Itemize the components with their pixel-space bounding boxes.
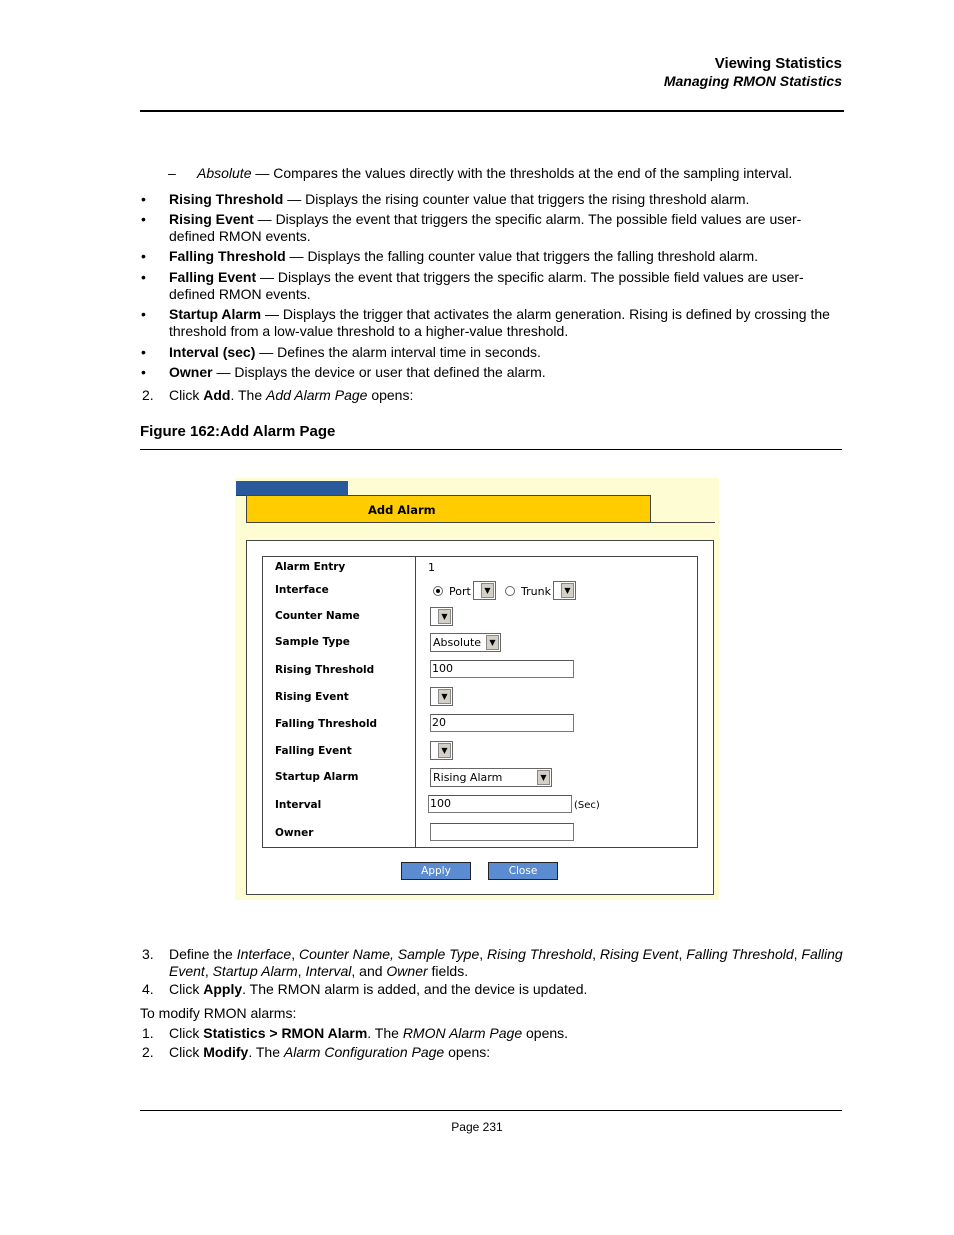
header-title: Viewing Statistics: [714, 55, 842, 72]
step-3-line-1: Define the Interface, Counter Name, Sample Type, Rising Threshold, Rising Event, Falling Threshold, Falling: [169, 946, 843, 962]
chevron-down-icon: ▼: [481, 583, 494, 598]
trunk-radio[interactable]: [505, 586, 515, 596]
label-falling-threshold: Falling Threshold: [275, 718, 378, 730]
bullet-dot: •: [141, 269, 146, 285]
close-button[interactable]: Close: [488, 862, 558, 880]
port-radio-label: Port: [449, 585, 471, 598]
trunk-radio-label: Trunk: [521, 585, 551, 598]
bullet-interval: Interval (sec) — Defines the alarm interval time in seconds.: [169, 344, 541, 360]
alarm-entry-value: 1: [428, 561, 435, 574]
chevron-down-icon: ▼: [438, 743, 451, 758]
form-column-divider: [415, 557, 416, 847]
dash-item: [197, 165, 792, 182]
chevron-down-icon: ▼: [537, 770, 550, 785]
chevron-down-icon: ▼: [438, 609, 451, 624]
header-rule: [140, 110, 844, 112]
bullet-dot: •: [141, 344, 146, 360]
label-rising-threshold: Rising Threshold: [275, 664, 375, 676]
bullet-falling-threshold: Falling Threshold — Displays the falling counter value that triggers the falling threshold alarm.: [169, 248, 759, 264]
label-rising-event: Rising Event: [275, 691, 349, 703]
step-4-text: Click Apply. The RMON alarm is added, and the device is updated.: [169, 981, 588, 997]
chevron-down-icon: ▼: [561, 583, 574, 598]
interval-unit: (Sec): [574, 800, 600, 811]
label-falling-event: Falling Event: [275, 745, 352, 757]
bullet-dot: •: [141, 306, 146, 322]
dash-marker: –: [168, 165, 176, 181]
interval-input[interactable]: 100: [428, 795, 572, 813]
bullet-falling-event: Falling Event — Displays the event that triggers the specific alarm. The possible field values are user-: [169, 269, 804, 285]
title-underline: [651, 522, 715, 523]
sample-type-select[interactable]: [430, 633, 501, 652]
label-interval: Interval: [275, 799, 322, 811]
label-sample-type: Sample Type: [275, 636, 350, 648]
rising-event-select[interactable]: [430, 687, 453, 706]
falling-threshold-input[interactable]: 20: [430, 714, 574, 732]
apply-button[interactable]: Apply: [401, 862, 471, 880]
bullet-rising-threshold: Rising Threshold — Displays the rising counter value that triggers the rising threshold alarm.: [169, 191, 750, 207]
step-number: 2.: [142, 387, 154, 403]
bullet-startup-alarm: Startup Alarm — Displays the trigger that activates the alarm generation. Rising is defined by crossing the: [169, 306, 830, 322]
step-2-text: Click Add. The Add Alarm Page opens:: [169, 387, 414, 403]
page-tab: [236, 481, 348, 496]
figure-rule: [140, 449, 842, 450]
sample-type-value: Absolute: [433, 636, 482, 649]
chevron-down-icon: ▼: [486, 635, 499, 650]
form-title-bar: [246, 495, 651, 523]
form-title: Add Alarm: [368, 503, 436, 517]
page-number: Page 231: [451, 1120, 503, 1134]
step-number: 3.: [142, 946, 154, 962]
dash-term: Absolute: [197, 165, 252, 181]
port-select[interactable]: [473, 581, 496, 600]
bullet-falling-event-cont: defined RMON events.: [169, 286, 311, 302]
label-alarm-entry: Alarm Entry: [275, 561, 346, 573]
trunk-select[interactable]: [553, 581, 576, 600]
step-number: 2.: [142, 1044, 154, 1060]
modify-step-2: Click Modify. The Alarm Configuration Page opens:: [169, 1044, 491, 1060]
header-subtitle: Managing RMON Statistics: [663, 73, 842, 89]
bullet-dot: •: [141, 248, 146, 264]
dash-text: — Compares the values directly with the thresholds at the end of the sampling interval.: [251, 165, 793, 181]
startup-alarm-value: Rising Alarm: [433, 771, 503, 784]
owner-input[interactable]: [430, 823, 574, 841]
bullet-dot: •: [141, 364, 146, 380]
modify-step-1: Click Statistics > RMON Alarm. The RMON Alarm Page opens.: [169, 1025, 569, 1041]
label-owner: Owner: [275, 827, 314, 839]
startup-alarm-select[interactable]: [430, 768, 552, 787]
bullet-rising-event-cont: defined RMON events.: [169, 228, 311, 244]
modify-intro: To modify RMON alarms:: [140, 1005, 297, 1021]
label-startup-alarm: Startup Alarm: [275, 771, 359, 783]
rising-threshold-input[interactable]: 100: [430, 660, 574, 678]
footer-rule: [140, 1110, 842, 1111]
figure-caption: Figure 162:Add Alarm Page: [140, 423, 336, 440]
counter-name-select[interactable]: [430, 607, 453, 626]
bullet-startup-alarm-cont: threshold from a low-value threshold to a higher-value threshold.: [169, 323, 569, 339]
chevron-down-icon: ▼: [438, 689, 451, 704]
falling-event-select[interactable]: [430, 741, 453, 760]
bullet-dot: •: [141, 211, 146, 227]
label-counter-name: Counter Name: [275, 610, 360, 622]
step-number: 4.: [142, 981, 154, 997]
bullet-rising-event: Rising Event — Displays the event that triggers the specific alarm. The possible field values are user-: [169, 211, 802, 227]
bullet-owner: Owner — Displays the device or user that defined the alarm.: [169, 364, 546, 380]
label-interface: Interface: [275, 584, 329, 596]
step-number: 1.: [142, 1025, 154, 1041]
port-radio[interactable]: [433, 586, 443, 596]
step-3-line-2: Event, Startup Alarm, Interval, and Owner fields.: [169, 963, 469, 979]
bullet-dot: •: [141, 191, 146, 207]
